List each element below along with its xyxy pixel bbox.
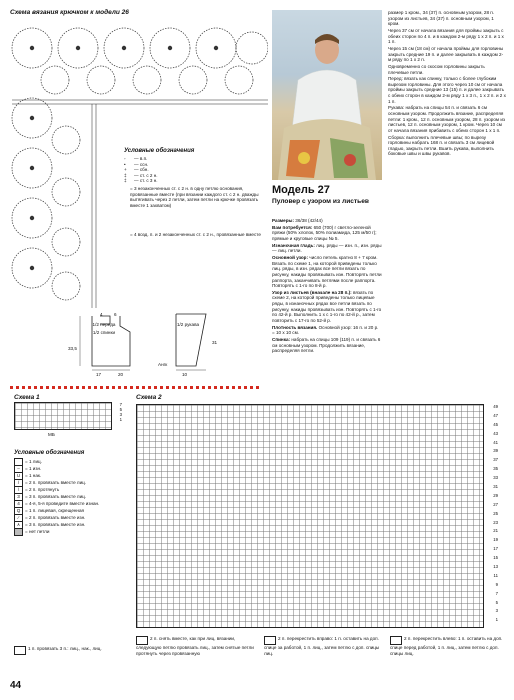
knit-legend [14,450,132,535]
row-number: 1 [119,417,122,422]
knit-symbol: 4 [14,500,23,508]
crochet-legend-item: ‡ — ст. с 2 н. [124,172,158,178]
crochet-legend-title: Условные обозначения [124,148,195,154]
crochet-note-two: = 4 возд. п. и 2 незаконченных ст. с 2 н., провязанные вместе [130,232,261,237]
instruction-paragraph: Через 37 см от начала вязания для проймы закрыть с обеих сторон по 4 п. и в каждом 2-м ряду 1 х 2 п. и 1 х 1 п. [388,27,504,45]
footer-note: 2 п. снять вместе, как при лиц. вязании, следующую петлю провязать лиц., затем снятые петли протянуть через провязанную [136,636,254,656]
right-column-text [388,10,506,158]
scheme1-grid [14,402,112,430]
row-number: 35 [493,466,498,472]
instruction-paragraph: Перед: вязать как спинку, только с более глубоким вырезом горловины. Для этого через 10 см от начала проймы закрыть средние 13 (15) п. и далее закрывать с обеих сторон в каждом 2-м ряду 1 х 3 п., 1 х 2 п. и 2 х 1 п. [388,76,506,104]
row-number: 3 [119,412,122,417]
knit-legend-title: Условные обозначения [14,450,85,456]
knit-symbol [390,636,402,645]
diagram-label-back: 1/2 спинки [92,330,116,335]
knit-legend-item: 3 = 3 п. провязать вместе лиц. [14,493,132,500]
instruction-paragraph: Основной узор: число петель кратно 8 + 7 кром. Вязать по схеме 1, на которой приведены только лиц. ряды, в изн. рядах все петли вязать по рисунку, накиды провязывать изн. Повторять петли раппорта, заканчивать петлями после раппорта. Повторять с 1-го по 8-й р. [272,255,382,289]
scheme2-row-numbers [484,404,498,626]
knit-symbol: – [14,465,23,473]
footer-note: 2 п. перекрестить влево: 1 п. оставить на доп. спице перед работой, 1 п. лиц., затем петлю с доп. спицы лиц. [390,636,503,656]
instruction-paragraph: Через 15 см (18 см) от начала проймы для горловины закрыть средние 19 п. и далее закрывать в каждом 2-м ряду по 1 х 2 п. [388,45,504,63]
row-number: 39 [493,448,498,454]
knit-symbol: ∧ [14,521,23,529]
knit-symbol: 3 [14,493,23,501]
model-instructions [272,218,382,355]
row-number: 41 [493,439,498,445]
knit-legend-item: 4 = 4-я, 5-я проведите вместе изнан. [14,500,132,507]
row-number: 27 [493,501,498,507]
crochet-legend-item: ◦ — в.п. [124,156,148,161]
knit-symbol [264,636,276,645]
row-number: 25 [493,510,498,516]
model-title: Модель 27 [272,184,330,196]
row-number: 7 [119,402,122,407]
row-number: 9 [495,581,498,587]
instruction-paragraph: Одновременно со скосом горловины закрыть плечевые петли. [388,63,485,75]
page-number: 44 [10,680,22,691]
model-photo [272,10,382,180]
crochet-legend-item: • — ссн. [124,161,149,167]
row-number: 43 [493,430,498,436]
diagram-dim: Ангк [158,362,168,367]
instruction-paragraph: Изнаночная гладь: лиц. ряды — изн. п., изн. ряды — лиц. петли. [272,242,382,254]
instruction-paragraph: Вам потребуется: 650 (700) г светло-зеленой пряжи (50% хлопок, 50% полиамида, 125 м/50 г); прямые и круговые спицы № 5. [272,224,377,241]
knit-legend-item: \ = 2 п. протянуть [14,486,132,493]
instruction-paragraph: Плотность вязания. Основной узор: 16 п. и 20 р. = 10 х 10 см. [272,324,379,336]
row-number: 33 [493,475,498,481]
knit-symbol [14,528,23,536]
instruction-paragraph: размер 1 кром., 34 (37) п. основным узором, 28 п. узором из листьев, 34 (37) п. основным узором, 1 кром. [388,10,495,27]
knit-symbol [136,636,148,645]
row-number: 19 [493,537,498,543]
knit-legend-item: = 1 лиц. [14,458,132,465]
diagram-dim: 6 [114,312,117,317]
instruction-paragraph: Узор из листьев (вначале на 28 п.): вязать по схеме 2, на которой приведены только лицевые ряды, в изнаночных рядах все петли вязать по рисунку, накиды провязывать изн. Повторять с 1-го по 42-й р. Выполнить 1 х с 1-го по 42-й р., затем повторить с 17-го по 52-й р. [272,289,382,323]
row-number: 5 [495,599,498,605]
row-number: 17 [493,546,498,552]
knit-symbol [14,646,26,655]
row-number: 29 [493,492,498,498]
row-number: 13 [493,564,498,570]
instruction-paragraph: Размеры: 36/38 (42/44) [272,218,323,223]
diagram-dim: 4 [100,312,103,317]
scheme1-title: Схема 1 [14,394,40,401]
row-number: 1 [495,617,498,623]
diagram-dim: 20 [118,372,124,377]
crochet-note-one: = 3 незаконченных ст. с 2 н. в одну петлю основания, провязанные вместе (при вязании каждого ст. с 2 н. дважды вытягивать через 2 петли, затем петли на крючке провязать вместе 1 захватом) [130,186,259,208]
diagram-dim: 31 [212,340,218,345]
section-divider [10,386,260,389]
scheme1-rapport-label: МБ [48,432,55,437]
knit-legend-item: U = 1 нак. [14,472,132,479]
crochet-scheme-title: Схема вязания крючком к модели 26 [10,9,129,16]
knit-legend-item: = нет петли [14,528,132,535]
diagram-dim: 17 [96,372,102,377]
crochet-legend-item: + — сбн. [124,167,149,173]
row-number: 45 [493,421,498,427]
instruction-paragraph: Сборка: выполнить плечевые швы; по вырезу горловины набрать 168 п. и связать 3 см лицевой гладью, закрыть петли. Вшить рукава, выполнить боковые швы и швы рукавов. [388,134,495,157]
row-number: 11 [493,572,498,578]
row-number: 5 [119,407,122,412]
model-subtitle: Пуловер с узором из листьев [272,198,369,205]
knit-symbol: \ [14,486,23,494]
knit-legend-item: ∧ = 3 п. провязать вместе изн. [14,521,132,528]
row-number: 47 [493,412,498,418]
row-number: 3 [495,608,498,614]
knit-symbol: Q [14,507,23,515]
instruction-paragraph: Рукава: набрать на спицы 54 п. и связать 6 см основным узором. Продолжить вязание, распределяя петли: 1 кром., 12 п. основным узором, 28 п. узором из листьев, 12 п. основным узором, 1 кром. Через 10 см от начала вязания прибавить с обеих сторон 1 х 1 п. [388,105,505,133]
knit-legend-item: Q = 1 п. лицевая, скрещенная [14,507,132,514]
model-figure [272,10,382,180]
row-number: 21 [493,528,498,534]
diagram-label-front: 1/2 переда [92,322,116,327]
scheme2-grid [136,404,484,628]
knit-legend-item: ⁄ = 2 п. провязать вместе изн. [14,514,132,521]
diagram-label-sleeve: 1/2 рукава [176,322,200,327]
knit-symbol: / [14,479,23,487]
row-number: 7 [495,590,498,596]
instruction-paragraph: Спинка: набрать на спицы 109 (119) п. и связать 6 см основным узором. Продолжить вязание, распределяя петли. [272,337,381,354]
row-number: 23 [493,519,498,525]
knit-legend-item: – = 1 изн. [14,465,132,472]
knit-legend-item: / = 2 п. провязать вместе лиц. [14,479,132,486]
footer-note: 1 п. провязать 3 п.: лиц., нак., лиц. [14,646,132,655]
row-number: 31 [493,484,498,490]
row-number: 37 [493,457,498,463]
scheme2-title: Схема 2 [136,394,162,401]
knit-symbol: ⁄ [14,514,23,522]
scheme1-row-numbers [112,402,122,422]
diagram-dim: 33,5 [68,346,77,351]
crochet-legend-item: ‡ — ст. с 3 н. [124,178,158,184]
row-number: 15 [493,555,498,561]
knit-symbol: U [14,472,23,480]
crochet-legend [124,148,264,184]
row-number: 49 [493,404,498,409]
footer-note: 2 п. перекрестить вправо: 1 п. оставить на доп. спице за работой, 1 п. лиц., затем петлю с доп. спицы лиц. [264,636,380,656]
diagram-dim: 10 [182,372,188,377]
